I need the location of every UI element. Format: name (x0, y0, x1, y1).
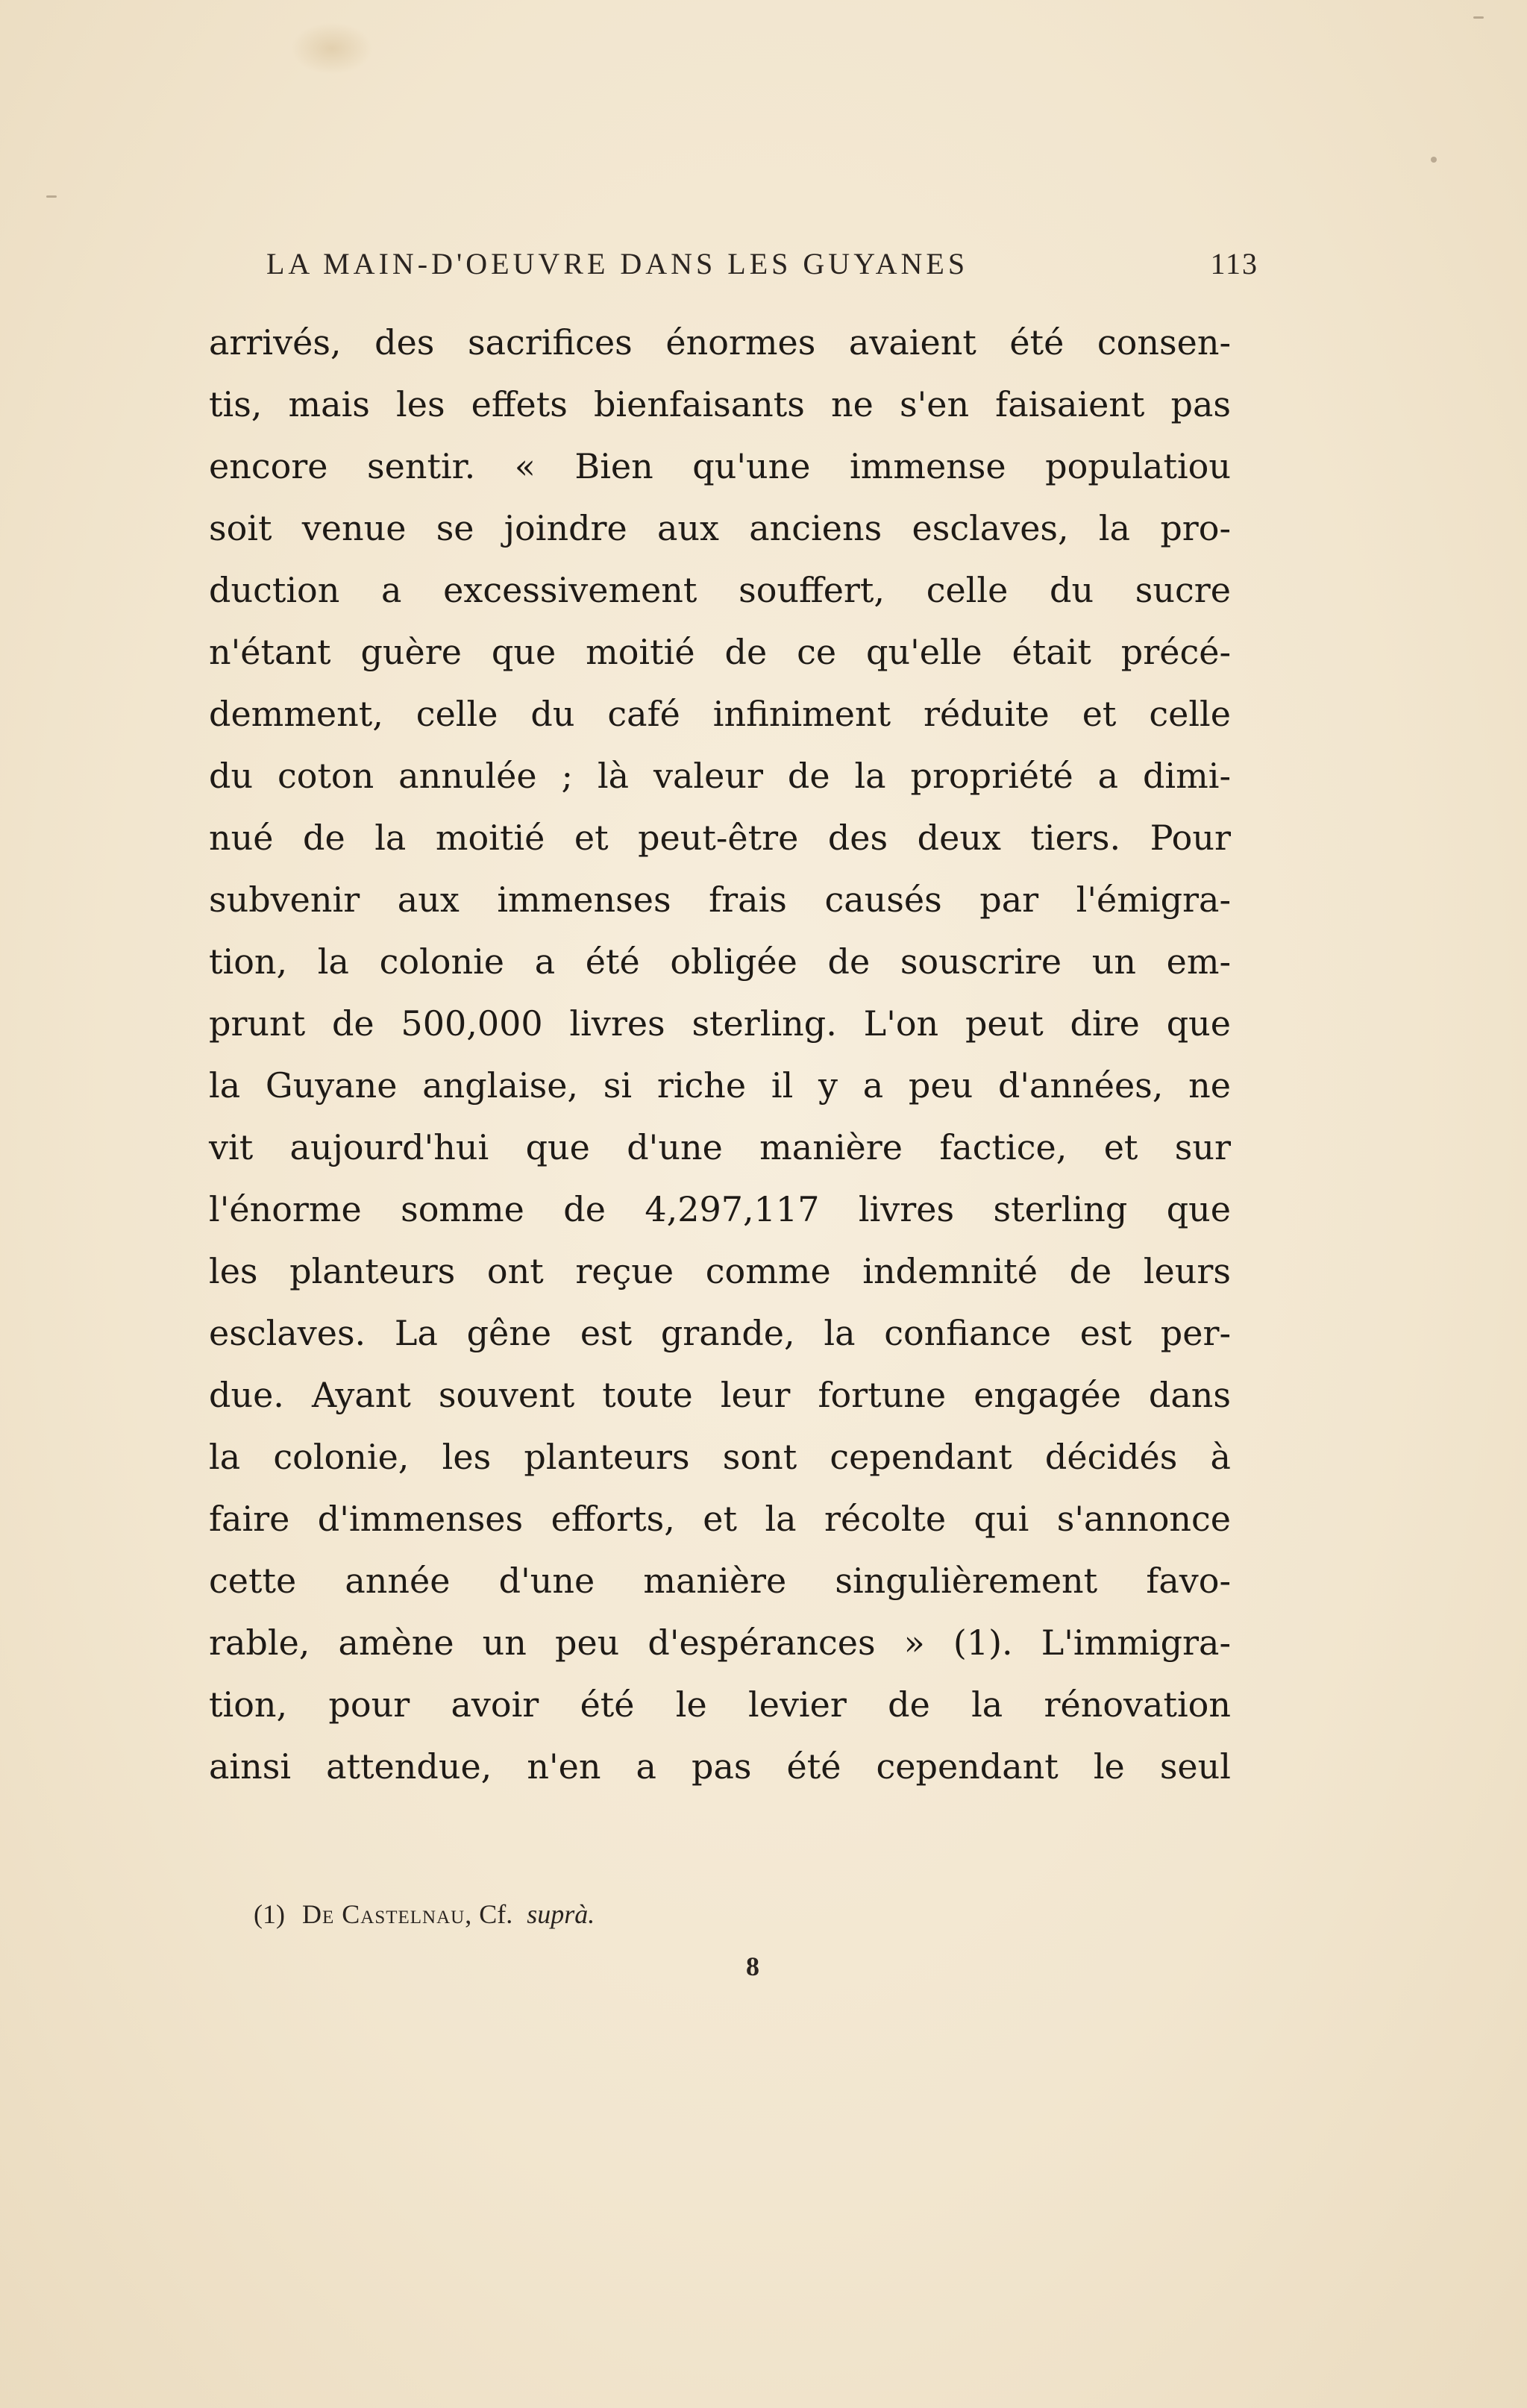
signature-mark: 8 (746, 1951, 759, 1981)
text-line: faire d'immenses efforts, et la récolte qui s'annonce (209, 1499, 1231, 1539)
text-line: esclaves. La gêne est grande, la confiance est per- (209, 1313, 1231, 1353)
text-line: ainsi attendue, n'en a pas été cependant le seul (209, 1746, 1231, 1787)
text-line: tion, la colonie a été obligée de souscrire un em- (209, 941, 1231, 982)
text-line: prunt de 500,000 livres sterling. L'on peut dire que (209, 1003, 1231, 1044)
text-line: rable, amène un peu d'espérances » (1). L'immigra- (209, 1622, 1231, 1663)
text-line: les planteurs ont reçue comme indemnité de leurs (209, 1251, 1231, 1291)
text-line: encore sentir. « Bien qu'une immense populatiou (209, 446, 1231, 486)
footnote (254, 1899, 595, 1930)
text-line: demment, celle du café infiniment réduite et celle (209, 694, 1231, 734)
text-line: due. Ayant souvent toute leur fortune engagée dans (209, 1375, 1231, 1415)
text-line: arrivés, des sacrifices énormes avaient été consen- (209, 322, 1231, 363)
paper-speck (1473, 16, 1484, 19)
text-line: nué de la moitié et peut-être des deux tiers. Pour (209, 818, 1231, 858)
body-text (209, 312, 1231, 1798)
running-head-title: LA MAIN-D'OEUVRE DANS LES GUYANES (266, 247, 969, 280)
text-line: n'étant guère que moitié de ce qu'elle était précé- (209, 632, 1231, 672)
text-line: cette année d'une manière singulièrement favo- (209, 1561, 1231, 1601)
text-line: l'énorme somme de 4,297,117 livres sterling que (209, 1189, 1231, 1229)
footnote-ref: Cf. (479, 1899, 513, 1929)
text-line: duction a excessivement souffert, celle du sucre (209, 570, 1231, 610)
text-line: tis, mais les effets bienfaisants ne s'en faisaient pas (209, 384, 1231, 424)
text-line: soit venue se joindre aux anciens esclaves, la pro- (209, 508, 1231, 548)
text-line: la Guyane anglaise, si riche il y a peu d'années, ne (209, 1065, 1231, 1106)
paper-speck (1431, 157, 1437, 163)
paper-speck (46, 195, 57, 198)
text-line: tion, pour avoir été le levier de la rénovation (209, 1684, 1231, 1725)
text-line: du coton annulée ; là valeur de la propriété a dimi- (209, 756, 1231, 796)
footnote-marker: (1) (254, 1899, 285, 1929)
paper-stain (291, 22, 373, 75)
footnote-ref-italic: suprà. (527, 1899, 595, 1929)
footnote-author: De Castelnau, (301, 1899, 473, 1929)
page-number: 113 (1210, 247, 1258, 280)
text-line: vit aujourd'hui que d'une manière factice, et sur (209, 1127, 1231, 1167)
text-line: la colonie, les planteurs sont cependant décidés à (209, 1437, 1231, 1477)
text-line: subvenir aux immenses frais causés par l'émigra- (209, 880, 1231, 920)
running-head (266, 246, 1258, 281)
